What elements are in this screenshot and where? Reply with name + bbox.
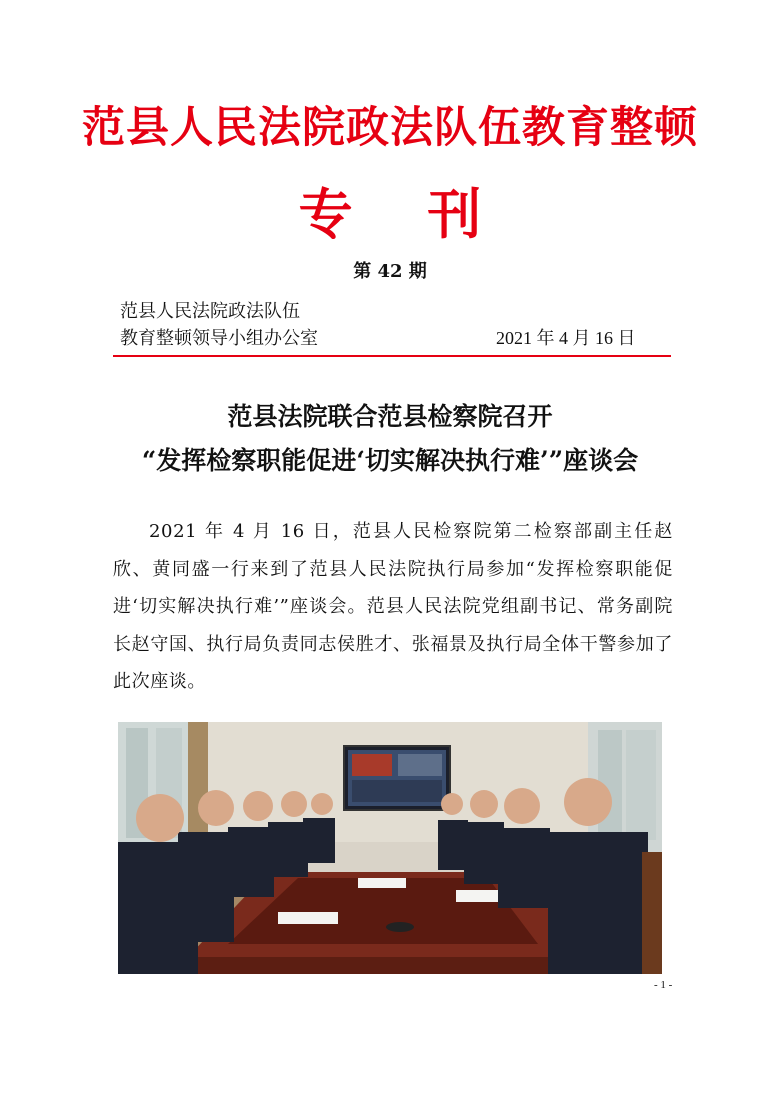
article-headline-line-2: “发挥检察职能促进‘切实解决执行难’”座谈会 [141,446,639,475]
issue-date: 2021 年 4 月 16 日 [496,328,636,348]
issue-number: 第 42 期 [353,261,427,282]
page-number: - 1 - [654,979,673,991]
issuer-line-2: 教育整顿领导小组办公室 [120,328,318,349]
masthead-title: 范县人民法院政法队伍教育整顿 [82,103,698,153]
meeting-photo [118,722,662,974]
issuer-line-1: 范县人民法院政法队伍 [120,301,300,322]
article-body: 2021 年 4 月 16 日，范县人民检察院第二检察部副主任赵欣、黄同盛一行来到了范县人民法院执行局参加“发挥检察职能促进‘切实解决执行难’”座谈会。范县人民法院党组副书记、常务副院长赵守国、执行局负责同志侯胜才、张福景及执行局全体干警参加了此次座谈。 [113,521,673,692]
masthead-subtitle: 专 刊 [298,182,510,246]
header-divider [113,355,671,357]
meeting-photo-illustration [118,722,662,974]
article-headline-line-1: 范县法院联合范县检察院召开 [227,402,553,431]
